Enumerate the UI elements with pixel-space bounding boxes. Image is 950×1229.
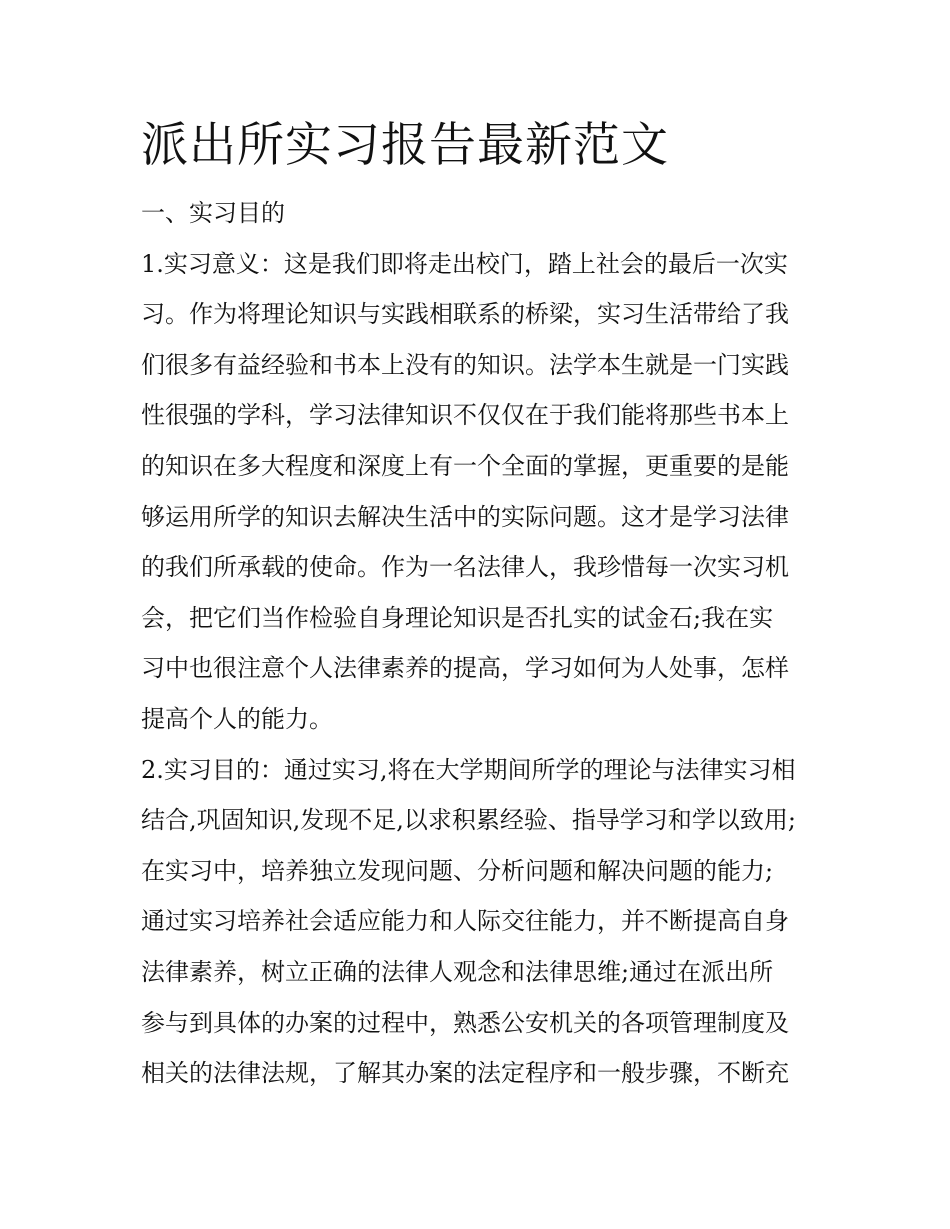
paragraph-line: 通过实习培养社会适应能力和人际交往能力，并不断提高自身 — [141, 907, 789, 936]
section-heading-purpose: 一、实习目的 — [141, 199, 285, 227]
paragraph-line: 习中也很注意个人法律素养的提高，学习如何为人处事，怎样 — [141, 654, 789, 683]
paragraph-line: 的我们所承载的使命。作为一名法律人，我珍惜每一次实习机 — [141, 553, 789, 582]
paragraph-line: 提高个人的能力。 — [141, 704, 333, 733]
paragraph-line: 相关的法律法规，了解其办案的法定程序和一般步骤，不断充 — [141, 1059, 789, 1088]
paragraph-line: 够运用所学的知识去解决生活中的实际问题。这才是学习法律 — [141, 502, 789, 531]
document-title: 派出所实习报告最新范文 — [141, 118, 669, 173]
paragraph-line: 结合,巩固知识,发现不足,以求积累经验、指导学习和学以致用; — [141, 806, 796, 835]
document-body — [141, 112, 813, 1099]
paragraph-line: 的知识在多大程度和深度上有一个全面的掌握，更重要的是能 — [141, 451, 789, 480]
paragraph-line: 性很强的学科，学习法律知识不仅仅在于我们能将那些书本上 — [141, 401, 789, 430]
paragraph-line: 参与到具体的办案的过程中，熟悉公安机关的各项管理制度及 — [141, 1008, 789, 1037]
paragraph-line: 们很多有益经验和书本上没有的知识。法学本生就是一门实践 — [141, 350, 789, 379]
paragraph-line: 会，把它们当作检验自身理论知识是否扎实的试金石;我在实 — [141, 603, 774, 632]
paragraph-line: 1.实习意义：这是我们即将走出校门，踏上社会的最后一次实 — [141, 249, 788, 278]
paragraph-line: 法律素养，树立正确的法律人观念和法律思维;通过在派出所 — [141, 957, 774, 986]
paragraph-line: 习。作为将理论知识与实践相联系的桥梁，实习生活带给了我 — [141, 300, 789, 329]
paragraph-line: 在实习中，培养独立发现问题、分析问题和解决问题的能力; — [141, 856, 774, 885]
paragraph-line: 2.实习目的：通过实习,将在大学期间所学的理论与法律实习相 — [141, 755, 796, 784]
